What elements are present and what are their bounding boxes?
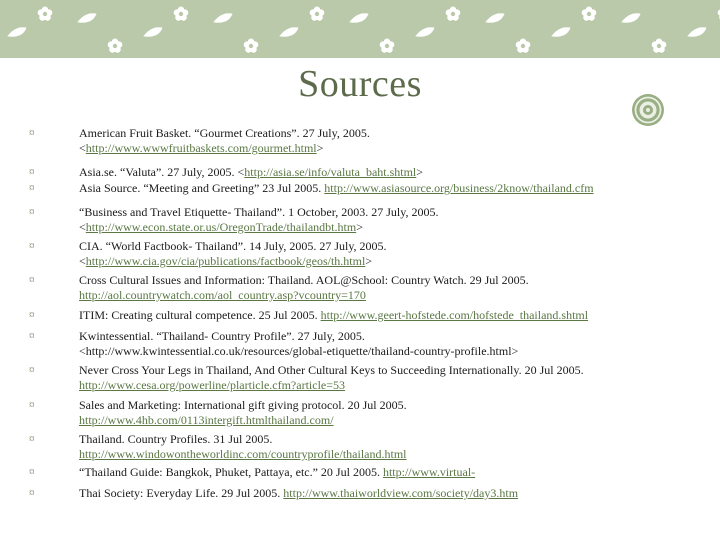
- bullet-icon: ¤: [29, 309, 35, 321]
- source-item: [0, 432, 720, 466]
- source-line-1: [79, 126, 370, 140]
- leaf-icon: [8, 28, 26, 37]
- source-link[interactable]: http://www.asiasource.org/business/2know/thailand.cfm: [324, 181, 594, 195]
- source-link[interactable]: http://www.econ.state.or.us/OregonTrade/thailandbt.htm: [85, 220, 357, 234]
- source-line-1: [79, 273, 529, 287]
- source-text: <: [79, 141, 86, 155]
- flower-icon: [516, 39, 531, 53]
- source-item: [0, 126, 720, 160]
- source-line-1: [79, 363, 584, 377]
- bullet-icon: ¤: [29, 182, 35, 194]
- source-line-1: [79, 329, 365, 343]
- source-line-2: [79, 378, 345, 392]
- source-item: [0, 239, 720, 273]
- leaf-icon: [552, 28, 570, 37]
- bullet-icon: ¤: [29, 487, 35, 499]
- leaf-icon: [350, 14, 368, 23]
- source-line-2: [79, 254, 372, 268]
- source-link[interactable]: http://www.geert-hofstede.com/hofstede_thailand.shtml: [320, 308, 589, 322]
- source-link[interactable]: http://www.virtual-: [382, 465, 476, 479]
- source-link[interactable]: http://www.thaiworldview.com/society/day3.htm: [283, 486, 519, 500]
- flower-icon: [582, 7, 597, 21]
- source-text: >: [365, 254, 373, 268]
- source-text: Kwintessential. “Thailand- Country Profile”. 27 July, 2005.: [79, 329, 365, 343]
- flower-icon: [244, 39, 259, 53]
- leaf-icon: [280, 28, 298, 37]
- source-text: CIA. “World Factbook- Thailand”. 14 July, 2005. 27 July, 2005.: [79, 239, 387, 253]
- source-line-1: [79, 465, 475, 479]
- source-line-1: [79, 181, 594, 195]
- flower-icon: [174, 7, 189, 21]
- leaf-icon: [688, 28, 706, 37]
- source-line-2: [79, 288, 366, 302]
- leaf-icon: [486, 14, 504, 23]
- source-link[interactable]: http://asia.se/info/valuta_baht.shtml: [244, 165, 417, 179]
- source-line-2: [79, 344, 518, 358]
- source-item: [0, 273, 720, 307]
- source-text: Asia.se. “Valuta”. 27 July, 2005. <: [79, 165, 245, 179]
- flower-icon: [652, 39, 667, 53]
- source-text: ITIM: Creating cultural competence. 25 Jul 2005.: [79, 308, 321, 322]
- source-line-2: [79, 447, 407, 461]
- source-item: [0, 398, 720, 432]
- source-item: [0, 205, 720, 239]
- source-text: American Fruit Basket. “Gourmet Creations”. 27 July, 2005.: [79, 126, 370, 140]
- source-text: “Business and Travel Etiquette- Thailand”. 1 October, 2003. 27 July, 2005.: [79, 205, 439, 219]
- flower-icon: [108, 39, 123, 53]
- flower-medallion-icon: [631, 93, 665, 127]
- source-text: Cross Cultural Issues and Information: Thailand. AOL@School: Country Watch. 29 Jul 2005.: [79, 273, 529, 287]
- source-link[interactable]: http://aol.countrywatch.com/aol_country.asp?vcountry=170: [79, 288, 366, 302]
- source-line-1: [79, 432, 272, 446]
- leaf-icon: [416, 28, 434, 37]
- source-line-2: [79, 141, 323, 155]
- source-line-1: [79, 486, 518, 500]
- source-item: [0, 363, 720, 397]
- slide-title: Sources: [298, 63, 422, 105]
- flower-pattern: [0, 0, 720, 60]
- source-link[interactable]: http://www.wwwfruitbaskets.com/gourmet.html: [85, 141, 317, 155]
- source-text: Asia Source. “Meeting and Greeting” 23 Jul 2005.: [79, 181, 325, 195]
- source-line-1: [79, 205, 438, 219]
- leaf-icon: [214, 14, 232, 23]
- source-line-1: [79, 308, 588, 322]
- bullet-icon: ¤: [29, 466, 35, 478]
- leaf-icon: [78, 14, 96, 23]
- source-text: <: [79, 220, 86, 234]
- flower-icon: [446, 7, 461, 21]
- source-text: Thailand. Country Profiles. 31 Jul 2005.: [79, 432, 273, 446]
- flower-icon: [380, 39, 395, 53]
- source-link[interactable]: http://www.windowontheworldinc.com/countryprofile/thailand.html: [79, 447, 407, 461]
- source-text: >: [416, 165, 424, 179]
- source-link[interactable]: http://www.cesa.org/powerline/plarticle.cfm?article=53: [79, 378, 346, 392]
- bullet-icon: ¤: [29, 240, 35, 252]
- source-link[interactable]: http://www.cia.gov/cia/publications/factbook/geos/th.html: [85, 254, 366, 268]
- bullet-icon: ¤: [29, 166, 35, 178]
- bullet-icon: ¤: [29, 274, 35, 286]
- bullet-icon: ¤: [29, 364, 35, 376]
- flower-icon: [38, 7, 53, 21]
- bullet-icon: ¤: [29, 399, 35, 411]
- source-text: <: [79, 254, 86, 268]
- source-text: >: [356, 220, 363, 234]
- source-text: Never Cross Your Legs in Thailand, And Other Cultural Keys to Succeeding Internationally. 20 Jul 2005.: [79, 363, 584, 377]
- bullet-icon: ¤: [29, 206, 35, 218]
- source-line-2: [79, 413, 334, 427]
- source-text: >: [316, 141, 324, 155]
- bullet-icon: ¤: [29, 330, 35, 342]
- leaf-icon: [622, 14, 640, 23]
- bullet-icon: ¤: [29, 433, 35, 445]
- source-text: Thai Society: Everyday Life. 29 Jul 2005.: [79, 486, 284, 500]
- source-link[interactable]: http://www.4hb.com/0113intergift.htmlthailand.com/: [79, 413, 334, 427]
- source-text: “Thailand Guide: Bangkok, Phuket, Pattaya, etc.” 20 Jul 2005.: [79, 465, 383, 479]
- leaf-icon: [144, 28, 162, 37]
- bullet-icon: ¤: [29, 127, 35, 139]
- source-line-1: [79, 165, 423, 179]
- source-item: [0, 329, 720, 363]
- source-item: [0, 486, 720, 520]
- source-text: Sales and Marketing: International gift giving protocol. 20 Jul 2005.: [79, 398, 407, 412]
- flower-icon: [310, 7, 325, 21]
- source-text: <http://www.kwintessential.co.uk/resources/global-etiquette/thailand-country-profile.html>: [79, 344, 519, 358]
- source-line-2: [79, 220, 363, 234]
- source-line-1: [79, 398, 407, 412]
- source-line-1: [79, 239, 387, 253]
